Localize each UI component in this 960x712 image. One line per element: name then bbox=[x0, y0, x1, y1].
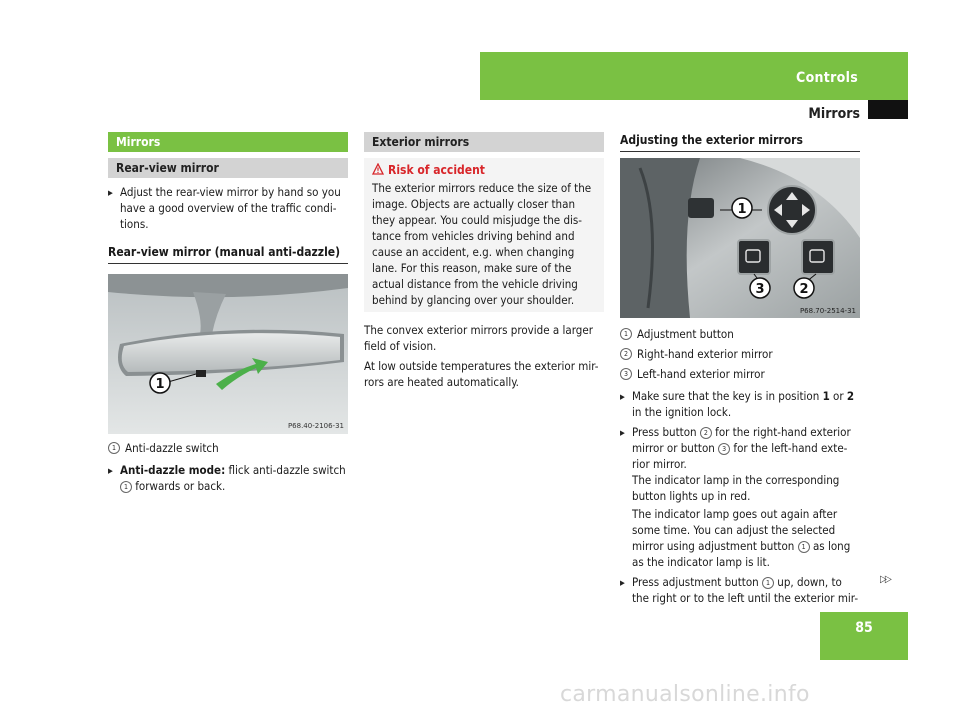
continue-marker: ▷▷ bbox=[880, 574, 890, 585]
figure-callout-1: 1 bbox=[737, 202, 747, 217]
header-marker bbox=[868, 100, 908, 119]
step-adjust-mirror: ▶ Adjust the rear-view mirror by hand so you have a good overview of the traffic condi- tions. bbox=[108, 184, 348, 232]
figure-rear-view-mirror bbox=[108, 274, 348, 434]
figure-callout-3: 3 bbox=[755, 282, 765, 297]
subheading-manual-anti-dazzle: Rear-view mirror (manual anti-dazzle) bbox=[108, 244, 348, 264]
callout-number: 3 bbox=[718, 443, 730, 455]
legend-item: 2 Right-hand exterior mirror bbox=[620, 346, 860, 362]
callout-number: 1 bbox=[620, 328, 632, 340]
legend-item: 1 Adjustment button bbox=[620, 326, 860, 342]
callout-number: 1 bbox=[762, 577, 774, 589]
callout-number: 3 bbox=[620, 368, 632, 380]
warning-text: The exterior mirrors reduce the size of the image. Objects are actually closer than they appear. You could misjudge the dis- tance from vehicles driving behind and cause an accident, e.g. when changing lane. For this reason, make sure of the actual distance from the vehicle driving behind by glancing over your shoulder. bbox=[372, 181, 592, 307]
callout-number: 1 bbox=[798, 541, 810, 553]
warning-title: Risk of accident bbox=[372, 162, 598, 178]
section-band-mirrors: Mirrors bbox=[108, 132, 348, 152]
legend-item: 1 Anti-dazzle switch bbox=[108, 440, 348, 456]
warning-triangle-icon bbox=[372, 163, 384, 175]
legend-list bbox=[620, 326, 860, 382]
subheading-adjusting-exterior: Adjusting the exterior mirrors bbox=[620, 132, 860, 152]
callout-number: 2 bbox=[700, 427, 712, 439]
subsection-band-rear-view: Rear-view mirror bbox=[108, 158, 348, 178]
rear-view-mirror-illustration bbox=[108, 274, 348, 434]
figure-code: P68.70-2514-31 bbox=[799, 307, 856, 315]
legend-item: 3 Left-hand exterior mirror bbox=[620, 366, 860, 382]
paragraph-convex: The convex exterior mirrors provide a larger field of vision. bbox=[364, 323, 593, 353]
page-number-box bbox=[820, 612, 908, 660]
step-press-button: ▶ Press button 2 for the right-hand exterior mirror or button 3 for the left-hand exte- rior mirror. The indicator lamp in the corresponding button lights up in red. The indicator lamp goes out again after some time. You can adjust the selected mirror using adjustment button 1 as long as the indicator lamp is lit. bbox=[620, 424, 860, 570]
paragraph-heated: At low outside temperatures the exterior mir- rors are heated automatically. bbox=[364, 359, 599, 389]
warning-box bbox=[364, 158, 604, 312]
page-title: Mirrors bbox=[808, 106, 860, 122]
column-1 bbox=[108, 132, 348, 494]
callout-number: 2 bbox=[620, 348, 632, 360]
callout-number: 1 bbox=[120, 481, 132, 493]
figure-code: P68.40-2106-31 bbox=[287, 422, 344, 430]
section-title: Controls bbox=[796, 70, 858, 86]
mirror-controls-illustration bbox=[620, 158, 860, 318]
step-key-position: ▶ Make sure that the key is in position 1 or 2 in the ignition lock. bbox=[620, 388, 860, 420]
figure-mirror-controls bbox=[620, 158, 860, 318]
column-2 bbox=[364, 132, 604, 390]
step-press-adjustment: ▶ Press adjustment button 1 up, down, to the right or to the left until the exterior mir- bbox=[620, 574, 860, 606]
column-3 bbox=[620, 132, 860, 606]
figure-callout-1: 1 bbox=[155, 377, 165, 392]
figure-callout-2: 2 bbox=[799, 282, 809, 297]
callout-number: 1 bbox=[108, 442, 120, 454]
section-tab bbox=[480, 52, 908, 100]
page-number: 85 bbox=[855, 620, 873, 636]
step-anti-dazzle-mode: ▶ Anti-dazzle mode: flick anti-dazzle switch 1 forwards or back. bbox=[108, 462, 348, 494]
watermark: carmanualsonline.info bbox=[560, 682, 810, 707]
section-band-exterior-mirrors: Exterior mirrors bbox=[364, 132, 604, 152]
